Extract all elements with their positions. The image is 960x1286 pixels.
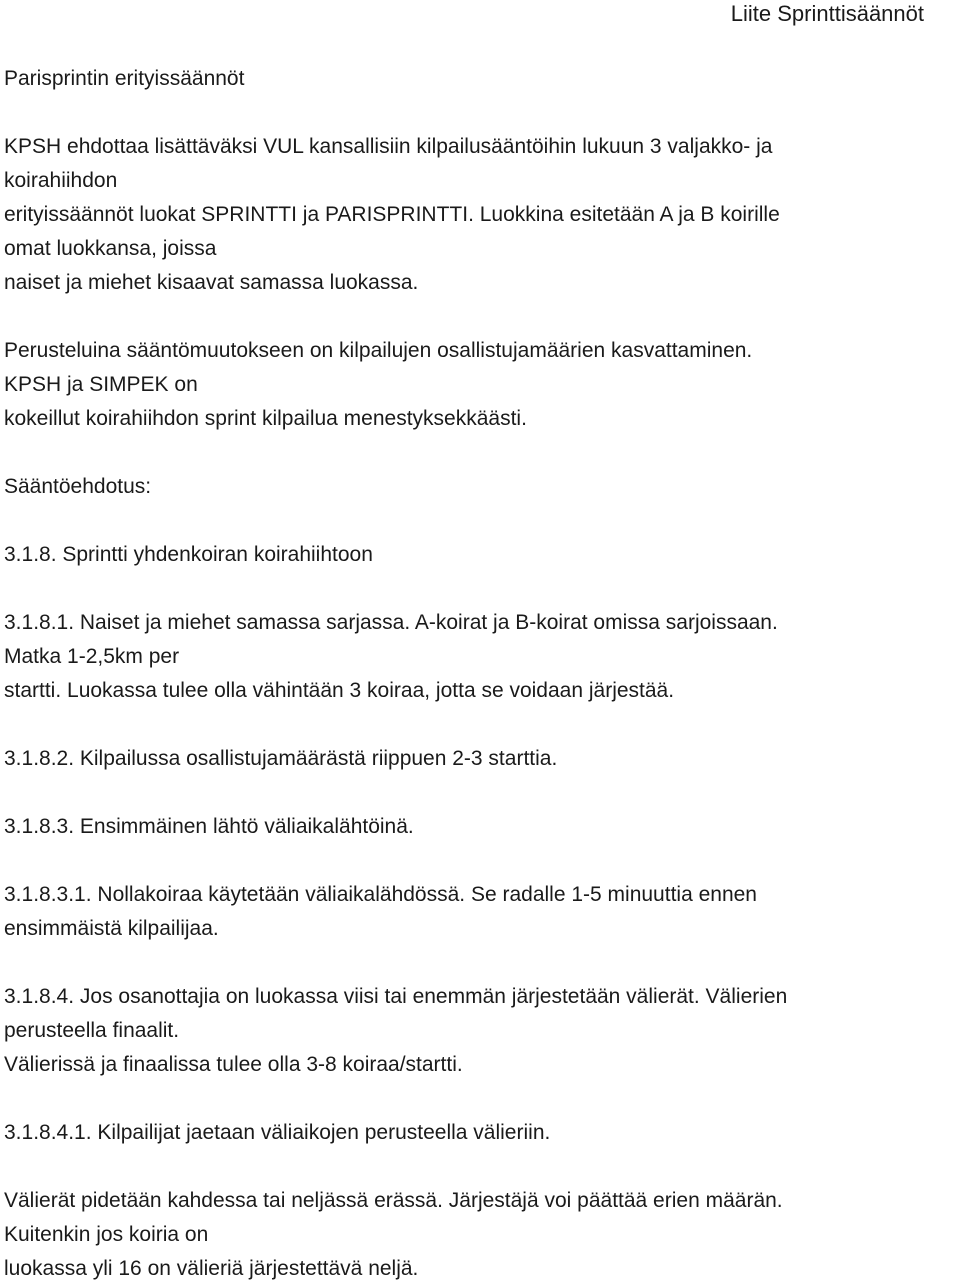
note-line: Välierät pidetään kahdessa tai neljässä erässä. Järjestäjä voi päättää erien määrän. xyxy=(4,1189,783,1212)
intro-line: KPSH ehdottaa lisättäväksi VUL kansallisiin kilpailusääntöihin lukuun 3 valjakko- ja xyxy=(4,135,773,158)
rule-line: ensimmäistä kilpailijaa. xyxy=(4,917,219,940)
intro-paragraph xyxy=(4,130,954,300)
rule-3-1-8-4 xyxy=(4,980,954,1082)
document-title: Parisprintin erityissäännöt xyxy=(4,67,245,90)
spacer xyxy=(4,436,954,470)
rule-3-1-8-3: 3.1.8.3. Ensimmäinen lähtö väliaikalähtöinä. xyxy=(4,815,414,838)
rule-line: Välierissä ja finaalissa tulee olla 3-8 koiraa/startti. xyxy=(4,1053,463,1076)
rule-line: startti. Luokassa tulee olla vähintään 3 koiraa, jotta se voidaan järjestää. xyxy=(4,679,675,702)
rationale-line: KPSH ja SIMPEK on xyxy=(4,373,198,396)
semifinal-note xyxy=(4,1184,954,1286)
spacer xyxy=(4,504,954,538)
spacer xyxy=(4,300,954,334)
rule-3-1-8-4-1: 3.1.8.4.1. Kilpailijat jaetaan väliaikojen perusteella välieriin. xyxy=(4,1121,551,1144)
note-line: Kuitenkin jos koiria on xyxy=(4,1223,209,1246)
spacer xyxy=(4,1150,954,1184)
spacer xyxy=(4,946,954,980)
rationale-line: Perusteluina sääntömuutokseen on kilpailujen osallistujamäärien kasvattaminen. xyxy=(4,339,753,362)
rule-3-1-8-1 xyxy=(4,606,954,708)
proposal-heading: Sääntöehdotus: xyxy=(4,475,152,498)
rule-line: perusteella finaalit. xyxy=(4,1019,180,1042)
rule-line: 3.1.8.1. Naiset ja miehet samassa sarjassa. A-koirat ja B-koirat omissa sarjoissaan. xyxy=(4,611,778,634)
note-line: luokassa yli 16 on välieriä järjestettävä neljä. xyxy=(4,1257,419,1280)
spacer xyxy=(4,844,954,878)
spacer xyxy=(4,572,954,606)
spacer xyxy=(4,1082,954,1116)
spacer xyxy=(4,776,954,810)
spacer xyxy=(4,708,954,742)
intro-line: erityissäännöt luokat SPRINTTI ja PARISPRINTTI. Luokkina esitetään A ja B koirille xyxy=(4,203,780,226)
document-body xyxy=(4,62,954,1286)
rule-3-1-8-2: 3.1.8.2. Kilpailussa osallistujamäärästä riippuen 2-3 starttia. xyxy=(4,747,558,770)
spacer xyxy=(4,96,954,130)
intro-line: omat luokkansa, joissa xyxy=(4,237,217,260)
rule-3-1-8-3-1 xyxy=(4,878,954,946)
intro-line: koirahiihdon xyxy=(4,169,118,192)
rule-3-1-8: 3.1.8. Sprintti yhdenkoiran koirahiihtoon xyxy=(4,543,373,566)
rationale-paragraph xyxy=(4,334,954,436)
rationale-line: kokeillut koirahiihdon sprint kilpailua menestyksekkäästi. xyxy=(4,407,527,430)
rule-line: 3.1.8.4. Jos osanottajia on luokassa viisi tai enemmän järjestetään välierät. Välierien xyxy=(4,985,788,1008)
rule-line: Matka 1-2,5km per xyxy=(4,645,180,668)
rule-line: 3.1.8.3.1. Nollakoiraa käytetään väliaikalähdössä. Se radalle 1-5 minuuttia ennen xyxy=(4,883,757,906)
intro-line: naiset ja miehet kisaavat samassa luokassa. xyxy=(4,271,419,294)
header-note: Liite Sprinttisäännöt xyxy=(730,1,924,26)
